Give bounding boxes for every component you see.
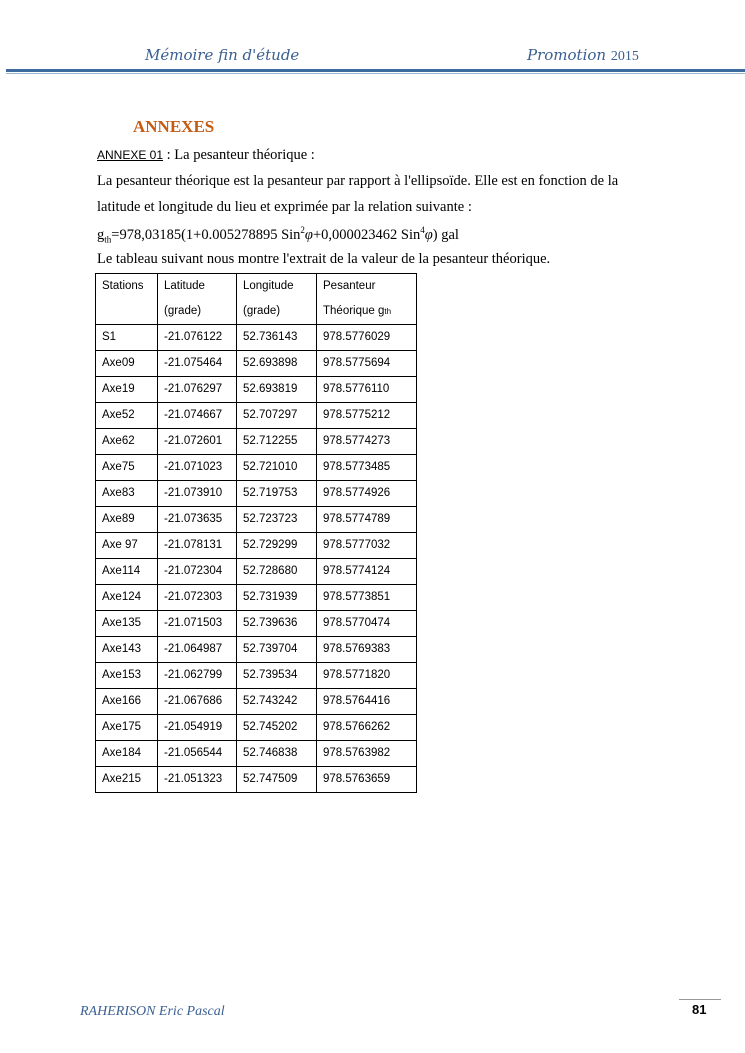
station-cell: Axe 97 [96,533,158,559]
longitude-cell: 52.747509 [237,767,317,793]
gravity-cell: 978.5774124 [317,559,417,585]
annex-heading [97,147,315,164]
station-cell: Axe114 [96,559,158,585]
station-cell: Axe153 [96,663,158,689]
station-cell: Axe89 [96,507,158,533]
table-row [96,377,417,403]
longitude-cell: 52.723723 [237,507,317,533]
formula-exponent-2: 4 [420,225,425,235]
longitude-cell: 52.739636 [237,611,317,637]
table-row [96,559,417,585]
header-rule-thin [6,73,745,74]
gravity-cell: 978.5769383 [317,637,417,663]
formula-part-2: +0,000023462 Sin [312,226,421,243]
longitude-cell: 52.693819 [237,377,317,403]
header-latitude [158,274,237,325]
table-row [96,637,417,663]
latitude-cell: -21.076122 [158,325,237,351]
station-cell: Axe83 [96,481,158,507]
latitude-cell: -21.071023 [158,455,237,481]
formula-part-1: =978,03185(1+0.005278895 Sin [111,226,301,243]
latitude-cell: -21.071503 [158,611,237,637]
station-cell: Axe175 [96,715,158,741]
station-cell: Axe62 [96,429,158,455]
station-cell: Axe166 [96,689,158,715]
longitude-cell: 52.736143 [237,325,317,351]
table-row [96,325,417,351]
latitude-cell: -21.074667 [158,403,237,429]
table-row [96,611,417,637]
table-row [96,455,417,481]
gravity-cell: 978.5776110 [317,377,417,403]
latitude-cell: -21.072304 [158,559,237,585]
table-row [96,403,417,429]
table-row [96,741,417,767]
latitude-cell: -21.072601 [158,429,237,455]
formula-exponent-1: 2 [300,225,305,235]
table-row [96,663,417,689]
longitude-cell: 52.719753 [237,481,317,507]
header-rule [6,69,745,72]
station-cell: Axe124 [96,585,158,611]
header-gravity-label-2: Théorique g [323,305,385,317]
table-row [96,507,417,533]
gravity-cell: 978.5776029 [317,325,417,351]
longitude-cell: 52.707297 [237,403,317,429]
section-title: ANNEXES [133,117,215,136]
header-longitude-label: Longitude [243,280,294,292]
station-cell: Axe09 [96,351,158,377]
gravity-cell: 978.5774926 [317,481,417,507]
header-stations-label: Stations [102,280,144,292]
gravity-formula [97,225,459,245]
header-thesis-title: Mémoire fin d'étude [145,46,300,64]
formula-g: g [97,226,105,243]
gravity-cell: 978.5775212 [317,403,417,429]
header-gravity-label: Pesanteur [323,280,376,292]
table-row [96,689,417,715]
station-cell: Axe52 [96,403,158,429]
latitude-cell: -21.075464 [158,351,237,377]
longitude-cell: 52.743242 [237,689,317,715]
header-year: 2015 [610,49,639,64]
annex-label: ANNEXE 01 [97,148,164,162]
gravity-cell: 978.5766262 [317,715,417,741]
formula-phi-1: φ [304,226,313,243]
header-promotion [527,46,639,65]
gravity-table [95,273,417,793]
header-gravity [317,274,417,325]
station-cell: Axe135 [96,611,158,637]
table-row [96,533,417,559]
gravity-cell: 978.5770474 [317,611,417,637]
table-row [96,585,417,611]
station-cell: S1 [96,325,158,351]
header-gravity-subscript: th [384,307,392,316]
station-cell: Axe184 [96,741,158,767]
gravity-cell: 978.5774789 [317,507,417,533]
header-latitude-label: Latitude [164,280,205,292]
longitude-cell: 52.731939 [237,585,317,611]
table-row [96,715,417,741]
station-cell: Axe215 [96,767,158,793]
latitude-cell: -21.078131 [158,533,237,559]
station-cell: Axe75 [96,455,158,481]
station-cell: Axe143 [96,637,158,663]
header-stations [96,274,158,325]
latitude-cell: -21.051323 [158,767,237,793]
header-latitude-unit: (grade) [164,305,202,317]
longitude-cell: 52.745202 [237,715,317,741]
latitude-cell: -21.062799 [158,663,237,689]
longitude-cell: 52.721010 [237,455,317,481]
longitude-cell: 52.746838 [237,741,317,767]
table-row [96,767,417,793]
table-row [96,481,417,507]
station-cell: Axe19 [96,377,158,403]
latitude-cell: -21.064987 [158,637,237,663]
table-row [96,429,417,455]
latitude-cell: -21.067686 [158,689,237,715]
latitude-cell: -21.056544 [158,741,237,767]
gravity-cell: 978.5773851 [317,585,417,611]
paragraph-line-1: La pesanteur théorique est la pesanteur par rapport à l'ellipsoïde. Elle est en fonction de la [97,173,619,189]
gravity-cell: 978.5763659 [317,767,417,793]
formula-part-3: ) gal [432,226,459,243]
gravity-cell: 978.5764416 [317,689,417,715]
header-longitude [237,274,317,325]
gravity-cell: 978.5763982 [317,741,417,767]
longitude-cell: 52.729299 [237,533,317,559]
latitude-cell: -21.076297 [158,377,237,403]
gravity-cell: 978.5774273 [317,429,417,455]
longitude-cell: 52.739704 [237,637,317,663]
paragraph-line-4: Le tableau suivant nous montre l'extrait de la valeur de la pesanteur théorique. [97,251,551,267]
longitude-cell: 52.728680 [237,559,317,585]
annex-title: : La pesanteur théorique : [163,147,315,163]
latitude-cell: -21.054919 [158,715,237,741]
longitude-cell: 52.712255 [237,429,317,455]
header-longitude-unit: (grade) [243,305,281,317]
gravity-cell: 978.5771820 [317,663,417,689]
latitude-cell: -21.072303 [158,585,237,611]
paragraph-line-2: latitude et longitude du lieu et exprimée par la relation suivante : [97,199,472,215]
gravity-cell: 978.5777032 [317,533,417,559]
longitude-cell: 52.739534 [237,663,317,689]
formula-g-subscript: th [104,234,112,245]
page-number: 81 [692,1002,707,1017]
table-row [96,351,417,377]
footer-author: RAHERISON Eric Pascal [80,1004,225,1019]
longitude-cell: 52.693898 [237,351,317,377]
table-header-row [96,274,417,325]
latitude-cell: -21.073910 [158,481,237,507]
gravity-cell: 978.5775694 [317,351,417,377]
table-body [96,325,417,793]
formula-phi-2: φ [424,226,433,243]
latitude-cell: -21.073635 [158,507,237,533]
gravity-cell: 978.5773485 [317,455,417,481]
header-promotion-label: Promotion [527,46,607,64]
footer-rule [679,999,721,1000]
